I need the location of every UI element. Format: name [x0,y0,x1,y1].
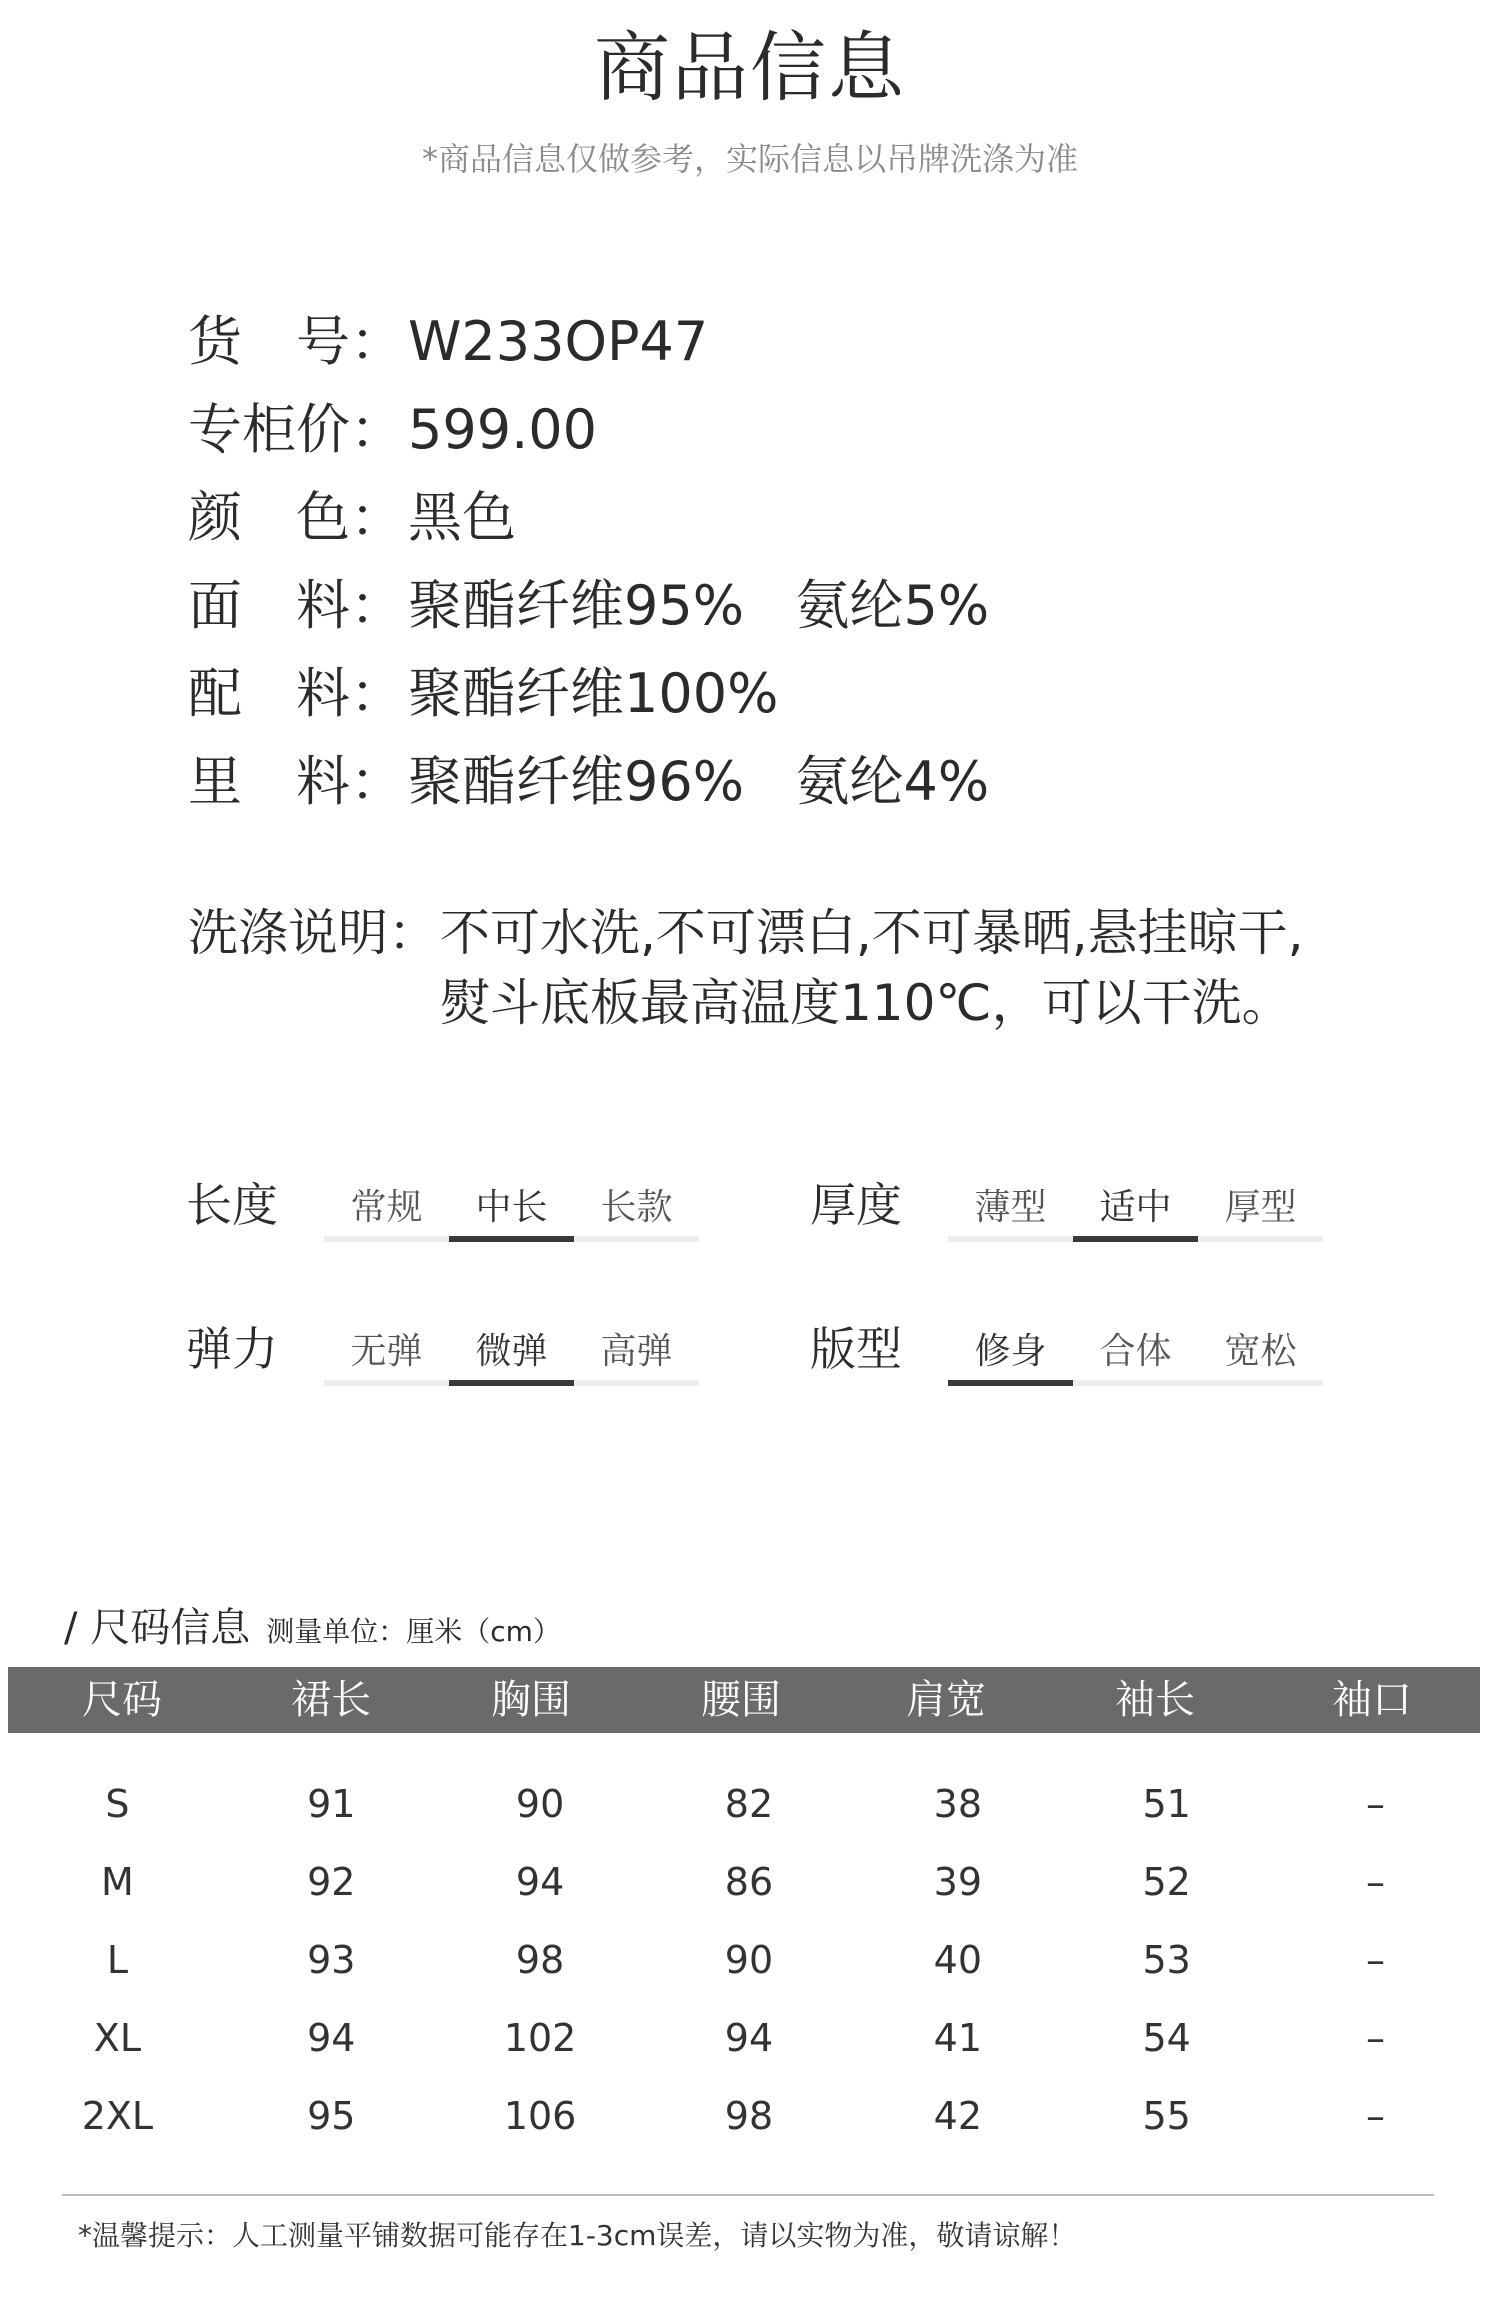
table-row [8,1843,1480,1921]
washing-line-2: 熨斗底板最高温度110℃，可以干洗。 [440,974,1292,1032]
table-cell: 95 [307,2094,356,2138]
info-label: 专柜价： [188,398,404,461]
info-value: 聚酯纤维95% 氨纶5% [408,574,990,637]
table-cell: 90 [724,1938,774,1982]
info-row-item-no [188,302,708,382]
table-cell: 38 [933,1782,982,1826]
table-row [8,1999,1480,2077]
info-label: 面 料： [188,574,404,637]
size-section-heading [64,1596,561,1653]
table-row [8,1765,1480,1843]
attr-label: 长度 [186,1178,278,1232]
table-cell: – [1366,1938,1386,1982]
page-subtitle: *商品信息仅做参考，实际信息以吊牌洗涤为准 [421,140,1078,178]
table-cell: – [1366,2094,1386,2138]
table-cell: 51 [1142,1782,1191,1826]
table-cell: 92 [307,1860,356,1904]
table-cell: 94 [515,1860,565,1904]
info-value: 599.00 [408,398,597,461]
info-row-lining [188,742,989,822]
size-unit-note: 测量单位：厘米（cm） [266,1615,561,1648]
column-header: 尺码 [82,1677,162,1723]
attr-label: 厚度 [810,1178,902,1232]
attr-option: 长款 [574,1180,699,1242]
attr-option: 合体 [1073,1324,1198,1386]
table-cell: – [1366,2016,1386,2060]
table-cell: 42 [933,2094,982,2138]
attr-options [948,1324,1323,1386]
attr-elasticity [186,1314,706,1404]
table-cell: 82 [724,1782,774,1826]
attr-options [948,1180,1323,1242]
info-row-fabric [188,566,989,646]
attr-thickness [810,1170,1330,1260]
size-table-body [8,1765,1480,2155]
attr-option: 无弹 [324,1324,449,1386]
table-cell: 98 [515,1938,565,1982]
column-header: 袖长 [1115,1677,1195,1723]
attr-option-selected: 适中 [1073,1180,1198,1242]
column-header: 裙长 [291,1677,371,1723]
table-cell: XL [93,2016,141,2060]
column-header: 袖口 [1332,1677,1412,1723]
table-cell: 90 [515,1782,565,1826]
table-row [8,1921,1480,1999]
table-cell: 53 [1142,1938,1191,1982]
table-cell: 54 [1142,2016,1191,2060]
attr-fit [810,1314,1330,1404]
column-header: 腰围 [701,1677,781,1723]
table-cell: 94 [307,2016,356,2060]
attr-option-selected: 中长 [449,1180,574,1242]
table-cell: 55 [1142,2094,1191,2138]
table-cell: 93 [307,1938,356,1982]
info-value: 聚酯纤维100% [408,662,779,725]
table-cell: L [106,1938,128,1982]
table-cell: 52 [1142,1860,1191,1904]
attr-option: 高弹 [574,1324,699,1386]
table-cell: 91 [307,1782,356,1826]
footer-divider [62,2194,1434,2196]
table-cell: 94 [724,2016,774,2060]
attr-label: 弹力 [186,1322,278,1376]
table-cell: S [105,1782,130,1826]
attr-length [186,1170,706,1260]
table-cell: 102 [503,2016,577,2060]
table-cell: – [1366,1782,1386,1826]
table-cell: 39 [933,1860,982,1904]
table-cell: 2XL [81,2094,154,2138]
attr-option-selected: 修身 [948,1324,1073,1386]
attr-option: 宽松 [1198,1324,1323,1386]
attr-option: 常规 [324,1180,449,1242]
info-label: 货 号： [188,310,404,373]
size-table-header [8,1667,1480,1733]
info-value: 黑色 [408,486,516,549]
table-cell: 98 [724,2094,774,2138]
table-cell: 41 [933,2016,982,2060]
column-header: 胸围 [491,1677,571,1723]
info-row-color [188,478,516,558]
table-cell: M [101,1860,134,1904]
washing-line-1: 不可水洗,不可漂白,不可暴晒,悬挂晾干, [440,904,1304,962]
column-header: 肩宽 [906,1677,986,1723]
table-cell: 40 [933,1938,982,1982]
info-label: 里 料： [188,750,404,813]
info-row-price [188,390,597,470]
attr-options [324,1180,699,1242]
size-section-title: / 尺码信息 [64,1605,251,1651]
attr-options [324,1324,699,1386]
info-row-trim [188,654,778,734]
attr-option-selected: 微弹 [449,1324,574,1386]
info-value: W233OP47 [408,310,709,373]
table-cell: 86 [724,1860,774,1904]
table-cell: – [1366,1860,1386,1904]
info-label: 颜 色： [188,486,404,549]
info-label: 配 料： [188,662,404,725]
washing-label: 洗涤说明： [188,904,438,962]
table-cell: 106 [503,2094,577,2138]
page-title: 商品信息 [594,23,906,112]
measurement-footnote: *温馨提示：人工测量平铺数据可能存在1-3cm误差，请以实物为准，敬请谅解！ [78,2219,1077,2252]
attr-option: 厚型 [1198,1180,1323,1242]
info-value: 聚酯纤维96% 氨纶4% [408,750,990,813]
attr-label: 版型 [810,1322,902,1376]
table-row [8,2077,1480,2155]
attr-option: 薄型 [948,1180,1073,1242]
